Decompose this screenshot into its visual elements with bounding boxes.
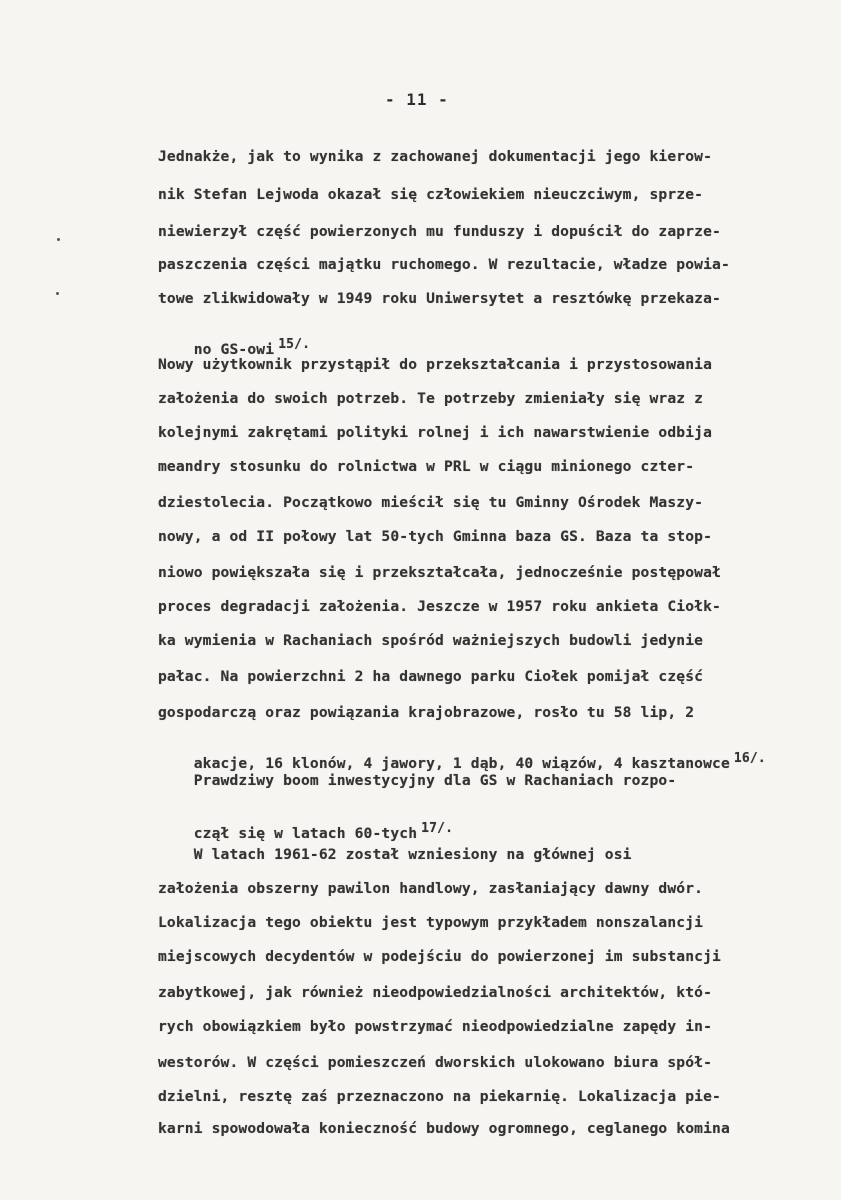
footnote-marker-16: 16/. — [733, 751, 766, 766]
text-line: towe zlikwidowały w 1949 roku Uniwersytet a resztówkę przekaza- — [158, 290, 721, 307]
text-fragment: no GS-owi — [193, 341, 275, 358]
text-line: założenia do swoich potrzeb. Te potrzeby zmieniały się wraz z — [158, 390, 704, 407]
text-line: dziestolecia. Początkowo mieścił się tu Gminny Ośrodek Maszy- — [158, 494, 704, 511]
text-line: westorów. W części pomieszczeń dworskich ulokowano biura spół- — [158, 1054, 713, 1071]
text-fragment: czął się w latach 60-tych — [193, 825, 418, 842]
text-line: paszczenia części majątku ruchomego. W rezultacie, władze powia- — [158, 256, 730, 273]
text-line: zabytkowej, jak również nieodpowiedzialności architektów, któ- — [158, 984, 713, 1001]
paper-speck — [57, 238, 60, 241]
text-line: Nowy użytkownik przystąpił do przekształcania i przystosowania — [158, 356, 713, 373]
text-line: W latach 1961-62 został wzniesiony na głównej osi — [158, 846, 632, 863]
text-line: gospodarczą oraz powiązania krajobrazowe, rosło tu 58 lip, 2 — [158, 704, 695, 721]
text-line: ka wymienia w Rachaniach spośród ważniejszych budowli jedynie — [158, 632, 704, 649]
footnote-marker-15: 15/. — [278, 337, 311, 352]
text-line: nowy, a od II połowy lat 50-tych Gminna baza GS. Baza ta stop- — [158, 528, 713, 545]
text-line: Lokalizacja tego obiektu jest typowym przykładem nonszalancji — [158, 914, 704, 931]
text-line: niowo powiększała się i przekształcała, jednocześnie postępował — [158, 564, 721, 581]
text-line: proces degradacji założenia. Jeszcze w 1957 roku ankieta Ciołk- — [158, 598, 721, 615]
page-number: - 11 - — [385, 90, 449, 109]
text-line: miejscowych decydentów w podejściu do powierzonej im substancji — [158, 948, 721, 965]
paper-speck — [56, 292, 59, 295]
text-line: Prawdziwy boom inwestycyjny dla GS w Rachaniach rozpo- — [158, 772, 677, 789]
text-line: Jednakże, jak to wynika z zachowanej dokumentacji jego kierow- — [158, 148, 713, 165]
text-line: założenia obszerny pawilon handlowy, zasłaniający dawny dwór. — [158, 880, 704, 897]
footnote-marker-17: 17/. — [421, 821, 454, 836]
text-line: dzielni, resztę zaś przeznaczono na piekarnię. Lokalizacja pie- — [158, 1088, 721, 1105]
text-line: pałac. Na powierzchni 2 ha dawnego parku Ciołek pomijał część — [158, 668, 704, 685]
text-line: kolejnymi zakrętami polityki rolnej i ich nawarstwienie odbija — [158, 424, 713, 441]
text-line: rych obowiązkiem było powstrzymać nieodpowiedzialne zapędy in- — [158, 1018, 713, 1035]
text-line: nik Stefan Lejwoda okazał się człowiekiem nieuczciwym, sprze- — [158, 186, 704, 203]
text-line: meandry stosunku do rolnictwa w PRL w ciągu minionego czter- — [158, 458, 695, 475]
text-line: niewierzył część powierzonych mu funduszy i dopuścił do zaprze- — [158, 223, 721, 240]
text-line: karni spowodowała konieczność budowy ogromnego, ceglanego komina — [158, 1120, 730, 1137]
text-fragment: akacje, 16 klonów, 4 jawory, 1 dąb, 40 wiązów, 4 kasztanowce — [193, 755, 730, 772]
